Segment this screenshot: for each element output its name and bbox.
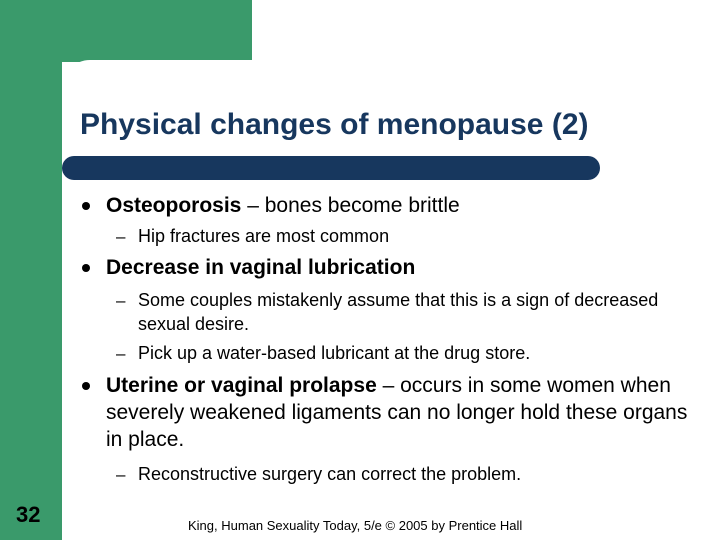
bullet-term: Decrease in vaginal lubrication	[106, 256, 416, 279]
sub-bullet-reconstructive-surgery: Reconstructive surgery can correct the problem.	[138, 464, 522, 484]
slide-number: 32	[16, 502, 41, 527]
bullet-dot	[82, 202, 90, 210]
sub-bullet-dash: –	[116, 227, 126, 246]
sub-bullet-dash: –	[116, 291, 126, 310]
top-accent-block	[0, 0, 252, 62]
bullet-osteoporosis	[106, 192, 706, 219]
sub-bullet-dash: –	[116, 465, 126, 484]
sub-bullet-sexual-desire: Some couples mistakenly assume that this is a sign of decreased sexual desire.	[138, 290, 659, 334]
bullet-term: Uterine or vaginal prolapse	[106, 374, 377, 397]
bullet-text: – bones become brittle	[241, 194, 460, 217]
sub-bullet-dash: –	[116, 344, 126, 363]
bullet-term: Osteoporosis	[106, 194, 242, 217]
left-accent-band	[0, 0, 62, 540]
sub-bullet-hip-fractures: Hip fractures are most common	[138, 226, 390, 246]
bullet-text: – occurs in some women when severely weakened ligaments can no longer hold these organs in place.	[106, 374, 688, 451]
bullet-dot	[82, 264, 90, 272]
sub-bullet-lubricant: Pick up a water-based lubricant at the drug store.	[138, 343, 531, 363]
slide-title: Physical changes of menopause (2)	[80, 108, 589, 141]
title-underline-bar	[62, 156, 600, 180]
bullet-vaginal-lubrication	[106, 254, 706, 281]
bullet-dot	[82, 382, 90, 390]
footer-citation: King, Human Sexuality Today, 5/e © 2005 by Prentice Hall	[188, 518, 523, 533]
bullet-prolapse	[106, 372, 706, 453]
